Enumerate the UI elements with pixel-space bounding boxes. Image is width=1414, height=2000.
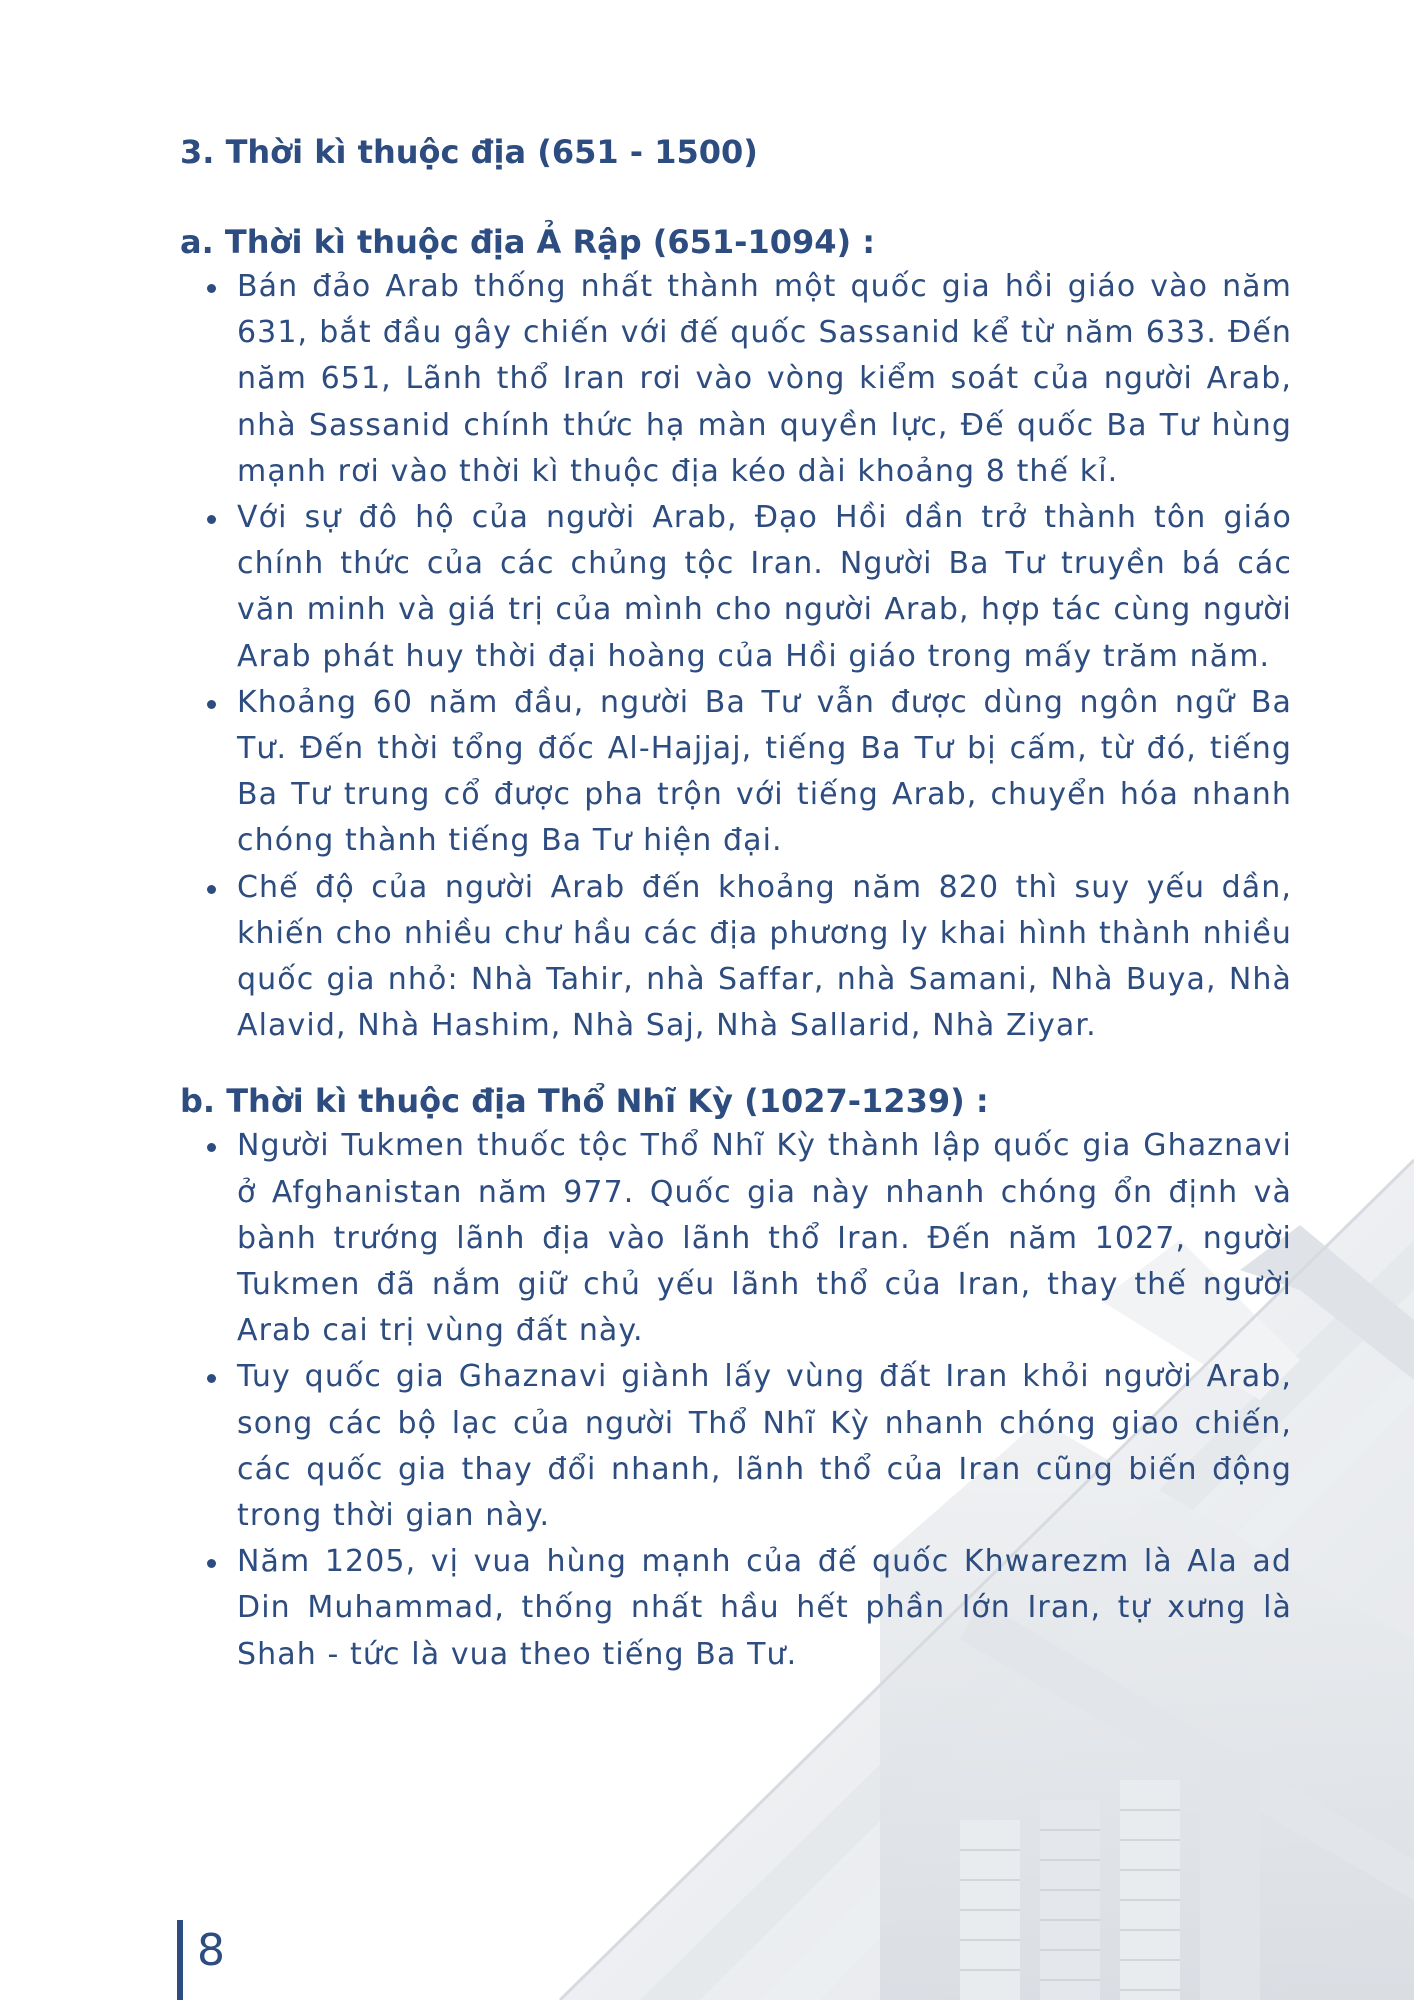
subsection-a-title: a. Thời kì thuộc địa Ả Rập (651-1094) : [180, 223, 876, 261]
bullet-item: Tuy quốc gia Ghaznavi giành lấy vùng đất Iran khỏi người Arab, song các bộ lạc của người Thổ Nhĩ Kỳ nhanh chóng giao chiến, các quốc gia thay đổi nhanh, lãnh thổ của Iran cũng biến động trong thời gian này. [237, 1354, 1292, 1539]
main-content [180, 132, 1292, 1678]
subsection-b [180, 1081, 1292, 1677]
bullet-item: Người Tukmen thuốc tộc Thổ Nhĩ Kỳ thành lập quốc gia Ghaznavi ở Afghanistan năm 977. Quốc gia này nhanh chóng ổn định và bành trướng lãnh địa vào lãnh thổ Iran. Đến năm 1027, người Tukmen đã nắm giữ chủ yếu lãnh thổ của Iran, thay thế người Arab cai trị vùng đất này. [237, 1123, 1292, 1354]
bullet-item: Bán đảo Arab thống nhất thành một quốc gia hồi giáo vào năm 631, bắt đầu gây chiến với đế quốc Sassanid kể từ năm 633. Đến năm 651, Lãnh thổ Iran rơi vào vòng kiểm soát của người Arab, nhà Sassanid chính thức hạ màn quyền lực, Đế quốc Ba Tư hùng mạnh rơi vào thời kì thuộc địa kéo dài khoảng 8 thế kỉ. [237, 264, 1292, 495]
page-number-accent-bar [177, 1920, 183, 2000]
bullet-item: Với sự đô hộ của người Arab, Đạo Hồi dần trở thành tôn giáo chính thức của các chủng tộc Iran. Người Ba Tư truyền bá các văn minh và giá trị của mình cho người Arab, hợp tác cùng người Arab phát huy thời đại hoàng của Hồi giáo trong mấy trăm năm. [237, 495, 1292, 680]
subsection-a-bullet-list [180, 264, 1292, 1049]
subsection-b-bullet-list [180, 1123, 1292, 1677]
bullet-item: Năm 1205, vị vua hùng mạnh của đế quốc Khwarezm là Ala ad Din Muhammad, thống nhất hầu hết phần lớn Iran, tự xưng là Shah - tức là vua theo tiếng Ba Tư. [237, 1539, 1292, 1678]
section-title: 3. Thời kì thuộc địa (651 - 1500) [180, 133, 758, 171]
subsection-a [180, 222, 1292, 1049]
subsection-b-title: b. Thời kì thuộc địa Thổ Nhĩ Kỳ (1027-1239) : [180, 1082, 989, 1121]
bullet-item: Khoảng 60 năm đầu, người Ba Tư vẫn được dùng ngôn ngữ Ba Tư. Đến thời tổng đốc Al-Hajjaj, tiếng Ba Tư bị cấm, từ đó, tiếng Ba Tư trung cổ được pha trộn với tiếng Arab, chuyển hóa nhanh chóng thành tiếng Ba Tư hiện đại. [237, 680, 1292, 865]
page-number: 8 [197, 1925, 225, 1976]
bullet-item: Chế độ của người Arab đến khoảng năm 820 thì suy yếu dần, khiến cho nhiều chư hầu các địa phương ly khai hình thành nhiều quốc gia nhỏ: Nhà Tahir, nhà Saffar, nhà Samani, Nhà Buya, Nhà Alavid, Nhà Hashim, Nhà Saj, Nhà Sallarid, Nhà Ziyar. [237, 865, 1292, 1050]
